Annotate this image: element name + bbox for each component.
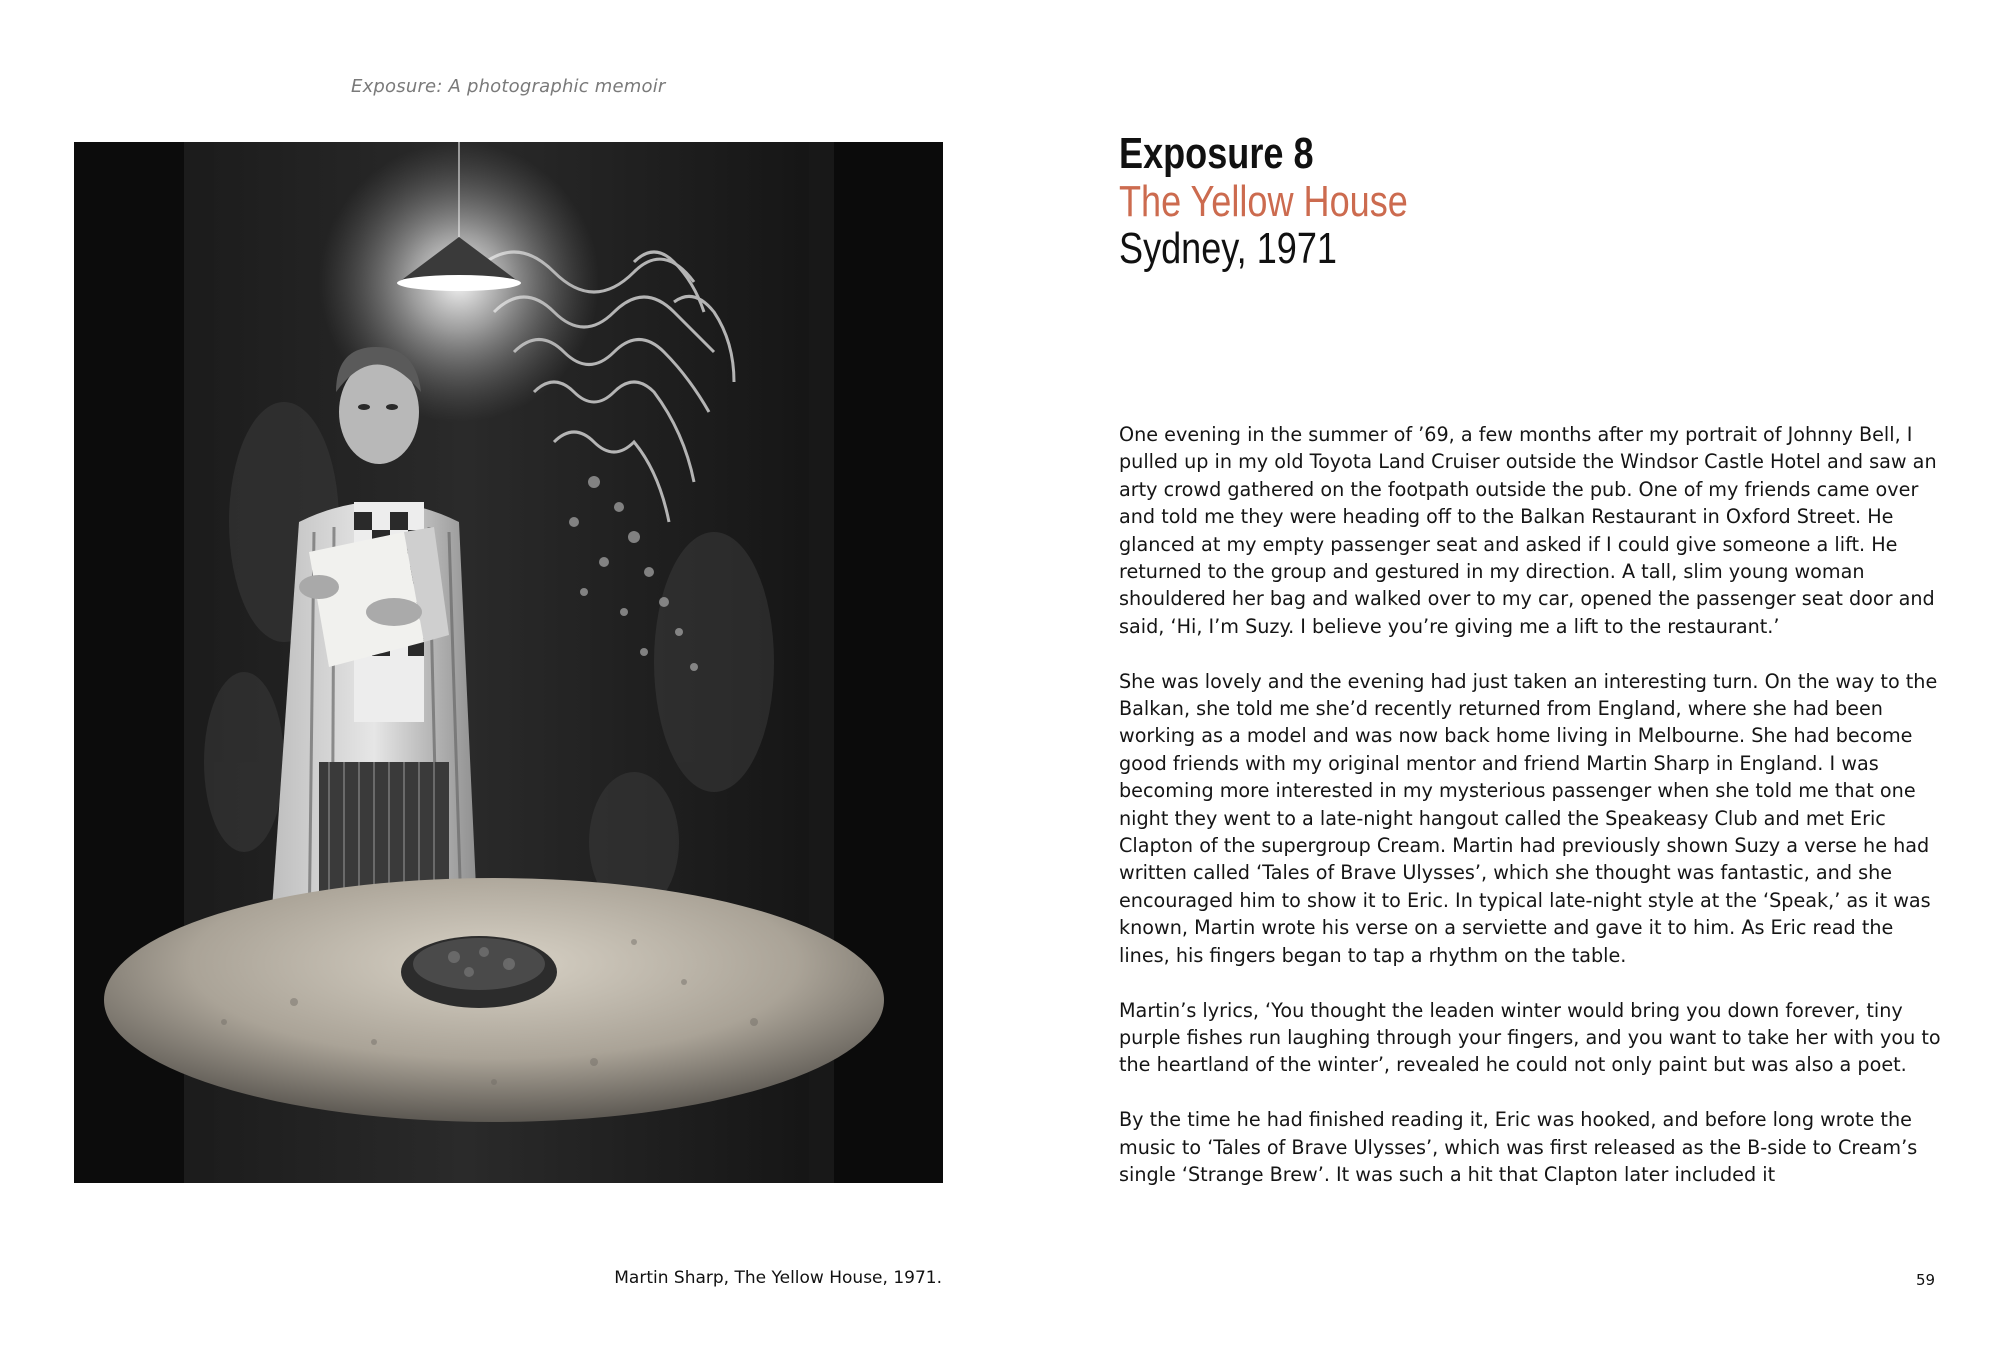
photograph	[74, 142, 943, 1183]
body-paragraph: Martin’s lyrics, ‘You thought the leaden winter would bring you down forever, tiny purple fishes run laughing through your fingers, and you want to take her with you to the heartland of the winter’, revealed he could not only paint but was also a poet.	[1119, 998, 1941, 1077]
chapter-subtitle: The Yellow House	[1119, 176, 1408, 226]
body-paragraph: One evening in the summer of ’69, a few months after my portrait of Johnny Bell, I pulled up in my old Toyota Land Cruiser outside the Windsor Castle Hotel and saw an arty crowd gathered on the footpath outside the pub. One of my friends came over and told me they were heading off to the Balkan Restaurant in Oxford Street. He glanced at my empty passenger seat and asked if I could give someone a lift. He returned to the group and gestured in my direction. A tall, slim young woman shouldered her bag and walked over to my car, opened the passenger seat door and said, ‘Hi, I’m Suzy. I believe you’re giving me a lift to the restaurant.’	[1119, 423, 1937, 638]
body-paragraph: By the time he had finished reading it, Eric was hooked, and before long wrote the music to ‘Tales of Brave Ulysses’, which was first released as the B-side to Cream’s single ‘Strange Brew’. It was such a hit that Clapton later included it	[1119, 1108, 1918, 1186]
chapter-place-date: Sydney, 1971	[1119, 224, 1337, 274]
photo-caption: Martin Sharp, The Yellow House, 1971.	[614, 1268, 942, 1288]
photo-illustration	[74, 142, 943, 1183]
page-number: 59	[1916, 1271, 1936, 1289]
body-paragraph: She was lovely and the evening had just taken an interesting turn. On the way to the Balkan, she told me she’d recently returned from England, where she had been working as a model and was now back home living in Melbourne. She had become good friends with my original mentor and friend Martin Sharp in England. I was becoming more interested in my mysterious passenger when she told me that one night they went to a late-night hangout called the Speakeasy Club and met Eric Clapton of the supergroup Cream. Martin had previously shown Suzy a verse he had written called ‘Tales of Brave Ulysses’, which she thought was fantastic, and she encouraged him to show it to Eric. In typical late-night style at the ‘Speak,’ as it was known, Martin wrote his verse on a serviette and gave it to him. As Eric read the lines, his fingers began to tap a rhythm on the table.	[1119, 669, 1938, 967]
running-head: Exposure: A photographic memoir	[351, 76, 666, 97]
chapter-title: Exposure 8	[1119, 129, 1314, 178]
chapter-heading	[1119, 130, 1471, 273]
body-text	[1119, 421, 1949, 1216]
